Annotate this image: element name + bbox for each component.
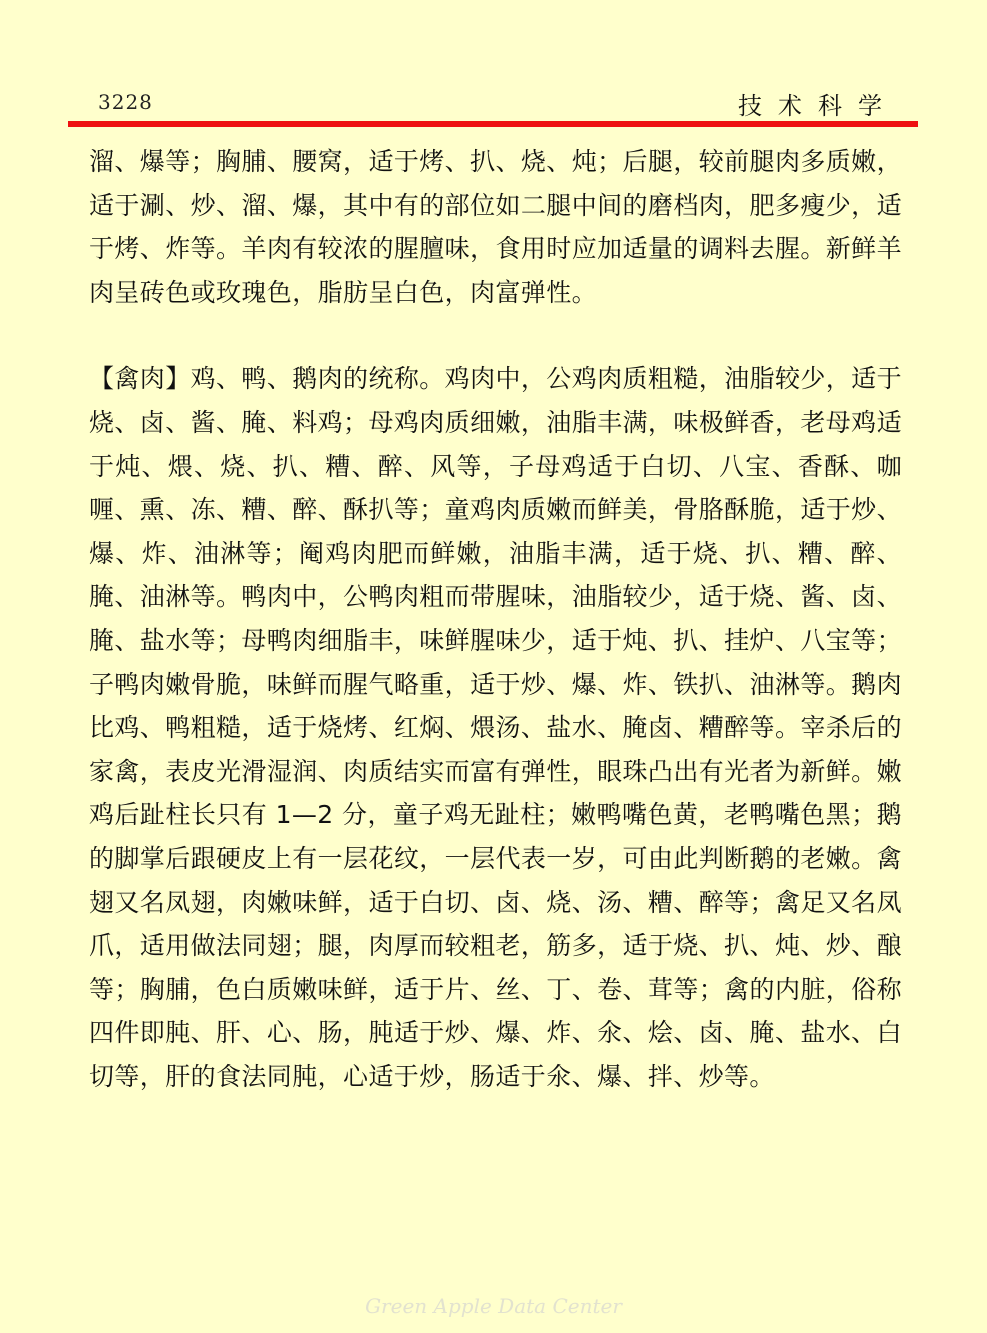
header-rule <box>68 121 918 127</box>
section-title: 技术科学 <box>738 92 898 120</box>
paragraph-poultry: 【禽肉】鸡、鸭、鹅肉的统称。鸡肉中，公鸡肉质粗糙，油脂较少，适于烧、卤、酱、腌、料鸡；母鸡肉质细嫩，油脂丰满，味极鲜香，老母鸡适于炖、煨、烧、扒、糟、醉、风等，子母鸡适于白切、八宝、香酥、咖喱、熏、冻、糟、醉、酥扒等；童鸡肉质嫩而鲜美，骨胳酥脆，适于炒、爆、炸、油淋等；阉鸡肉肥而鲜嫩，油脂丰满，适于烧、扒、糟、醉、腌、油淋等。鸭肉中，公鸭肉粗而带腥味，油脂较少，适于烧、酱、卤、腌、盐水等；母鸭肉细脂丰，味鲜腥味少，适于炖、扒、挂炉、八宝等；子鸭肉嫩骨脆，味鲜而腥气略重，适于炒、爆、炸、铁扒、油淋等。鹅肉比鸡、鸭粗糙，适于烧烤、红焖、煨汤、盐水、腌卤、糟醉等。宰杀后的家禽，表皮光滑湿润、肉质结实而富有弹性，眼珠凸出有光者为新鲜。嫩鸡后趾柱长只有 1—2 分，童子鸡无趾柱；嫩鸭嘴色黄，老鸭嘴色黑；鹅的脚掌后跟硬皮上有一层花纹，一层代表一岁，可由此判断鹅的老嫩。禽翅又名凤翅，肉嫩味鲜，适于白切、卤、烧、汤、糟、醉等；禽足又名凤爪，适用做法同翅；腿，肉厚而较粗老，筋多，适于烧、扒、炖、炒、酿等；胸脯，色白质嫩味鲜，适于片、丝、丁、卷、茸等；禽的内脏，俗称四件即肫、肝、心、肠，肫适于炒、爆、炸、氽、烩、卤、腌、盐水、白切等，肝的食法同肫，心适于炒，肠适于氽、爆、拌、炒等。 <box>89 364 902 1091</box>
page-header <box>68 84 918 118</box>
page-number: 3228 <box>98 90 153 114</box>
body-text <box>89 140 902 1098</box>
paragraph-mutton: 溜、爆等；胸脯、腰窝，适于烤、扒、烧、炖；后腿，较前腿肉多质嫩，适于涮、炒、溜、爆，其中有的部位如二腿中间的磨档肉，肥多瘦少，适于烤、炸等。羊肉有较浓的腥膻味，食用时应加适量的调料去腥。新鲜羊肉呈砖色或玫瑰色，脂肪呈白色，肉富弹性。 <box>89 147 902 307</box>
watermark: Green Apple Data Center <box>365 1294 622 1318</box>
